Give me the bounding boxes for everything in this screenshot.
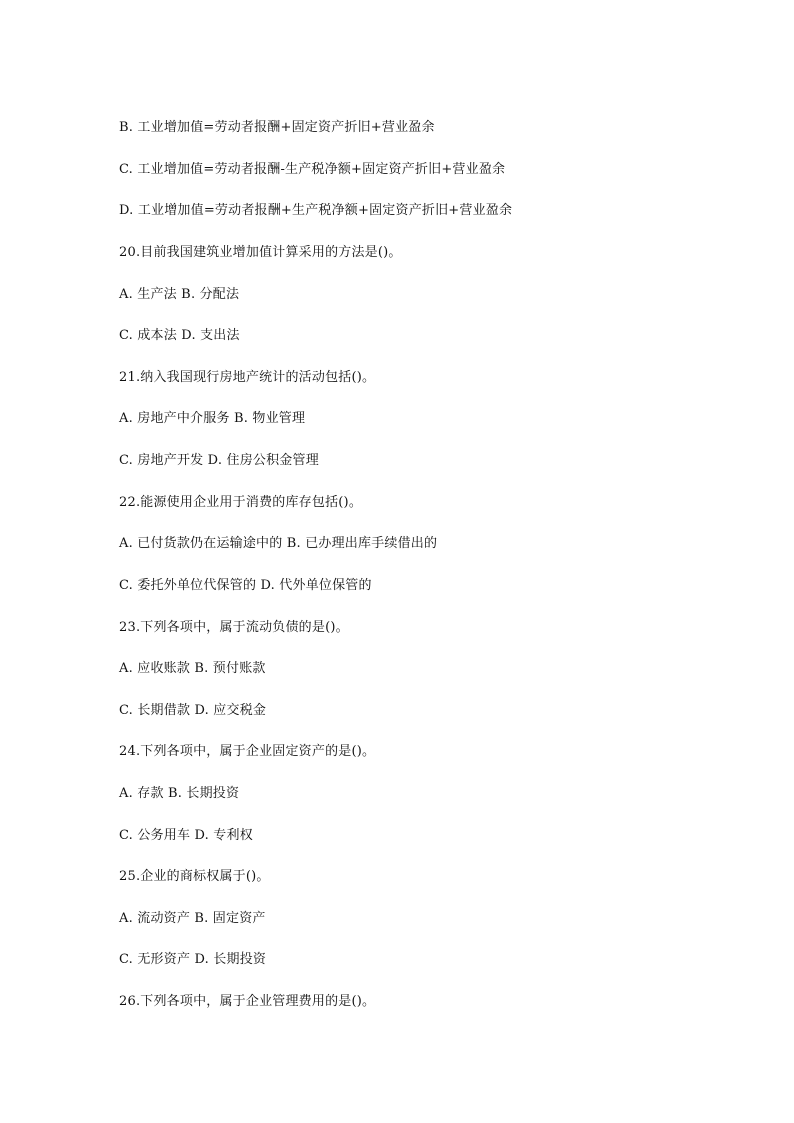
question-22: 22.能源使用企业用于消费的库存包括()。 bbox=[119, 495, 363, 510]
option-line: C. 成本法 D. 支出法 bbox=[119, 328, 240, 343]
question-26: 26.下列各项中，属于企业管理费用的是()。 bbox=[119, 994, 376, 1009]
option-line: C. 长期借款 D. 应交税金 bbox=[119, 703, 267, 718]
option-line: C. 委托外单位代保管的 D. 代外单位保管的 bbox=[119, 578, 372, 593]
option-line: A. 存款 B. 长期投资 bbox=[119, 786, 240, 801]
option-line: C. 工业增加值=劳动者报酬-生产税净额+固定资产折旧+营业盈余 bbox=[119, 162, 506, 177]
option-line: A. 流动资产 B. 固定资产 bbox=[119, 911, 266, 926]
option-line: B. 工业增加值=劳动者报酬+固定资产折旧+营业盈余 bbox=[119, 120, 435, 135]
option-line: A. 应收账款 B. 预付账款 bbox=[119, 661, 266, 676]
question-21: 21.纳入我国现行房地产统计的活动包括()。 bbox=[119, 370, 376, 385]
option-line: D. 工业增加值=劳动者报酬+生产税净额+固定资产折旧+营业盈余 bbox=[119, 203, 513, 218]
question-25: 25.企业的商标权属于()。 bbox=[119, 869, 270, 884]
option-line: A. 房地产中介服务 B. 物业管理 bbox=[119, 411, 306, 426]
question-20: 20.目前我国建筑业增加值计算采用的方法是()。 bbox=[119, 245, 402, 260]
option-line: C. 无形资产 D. 长期投资 bbox=[119, 952, 267, 967]
option-line: C. 公务用车 D. 专利权 bbox=[119, 828, 253, 843]
question-23: 23.下列各项中，属于流动负债的是()。 bbox=[119, 620, 349, 635]
option-line: A. 已付货款仍在运输途中的 B. 已办理出库手续借出的 bbox=[119, 536, 438, 551]
option-line: A. 生产法 B. 分配法 bbox=[119, 287, 240, 302]
option-line: C. 房地产开发 D. 住房公积金管理 bbox=[119, 453, 319, 468]
question-24: 24.下列各项中，属于企业固定资产的是()。 bbox=[119, 744, 376, 759]
